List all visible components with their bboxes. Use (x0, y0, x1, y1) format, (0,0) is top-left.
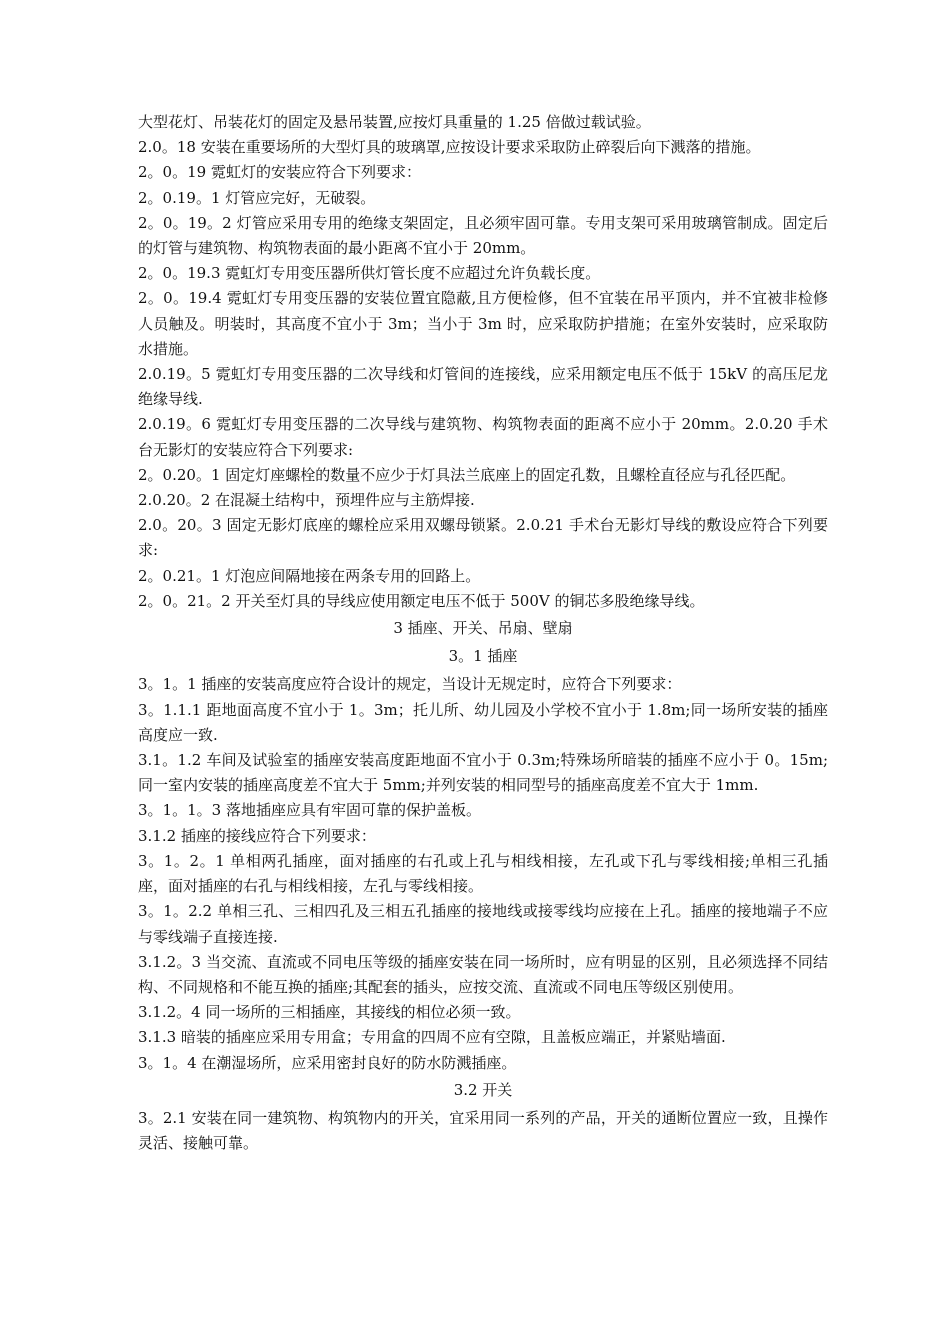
paragraph: 3。1。1 插座的安装高度应符合设计的规定，当设计无规定时，应符合下列要求： (138, 675, 682, 694)
paragraph: 2.0。18 安装在重要场所的大型灯具的玻璃罩,应按设计要求采取防止碎裂后向下溅落的措施。 (138, 138, 761, 157)
paragraph: 3.1.3 暗装的插座应采用专用盒；专用盒的四周不应有空隙，且盖板应端正，并紧贴墙面. (138, 1028, 726, 1047)
paragraph: 2。0。19.3 霓虹灯专用变压器所供灯管长度不应超过允许负载长度。 (138, 264, 601, 283)
subsection-heading: 3.2 开关 (453, 1080, 513, 1099)
paragraph: 2。0。19 霓虹灯的安装应符合下列要求： (138, 163, 421, 182)
paragraph: 2。0.19。1 灯管应完好，无破裂。 (138, 188, 376, 207)
paragraph: 2。0.20。1 固定灯座螺栓的数量不应少于灯具法兰底座上的固定孔数，且螺栓直径应与孔径匹配。 (138, 465, 796, 484)
paragraph: 2。0.21。1 灯泡应间隔地接在两条专用的回路上。 (138, 566, 481, 585)
paragraph: 大型花灯、吊装花灯的固定及悬吊装置,应按灯具重量的 1.25 倍做过载试验。 (138, 113, 651, 131)
paragraph: 2。0。19.4 霓虹灯专用变压器的安装位置宜隐蔽,且方便检修，但不宜装在吊平顶内，并不宜被非检修人员触及。明装时，其高度不宜小于 3m；当小于 3m 时，应采取防护措施；在室外安装时，应采取防水措施。 (138, 289, 828, 358)
paragraph: 2.0。20。3 固定无影灯底座的螺栓应采用双螺母锁紧。2.0.21 手术台无影灯导线的敷设应符合下列要求: (138, 516, 828, 560)
paragraph: 3。1。1。3 落地插座应具有牢固可靠的保护盖板。 (138, 801, 481, 820)
paragraph: 3。1.1.1 距地面高度不宜小于 1。3m；托儿所、幼儿园及小学校不宜小于 1.8m;同一场所安装的插座高度应一致. (138, 700, 828, 744)
paragraph: 3。1。4 在潮湿场所，应采用密封良好的防水防溅插座。 (138, 1053, 517, 1072)
document-page (138, 110, 828, 1156)
paragraph: 2.0.19。5 霓虹灯专用变压器的二次导线和灯管间的连接线，应采用额定电压不低于 15kV 的高压尼龙绝缘导线. (138, 365, 828, 409)
paragraph: 2.0.20。2 在混凝土结构中，预埋件应与主筋焊接. (138, 491, 475, 510)
section-heading: 3 插座、开关、吊扇、壁扇 (393, 619, 573, 638)
paragraph: 3。1。2。1 单相两孔插座，面对插座的右孔或上孔与相线相接，左孔或下孔与零线相接;单相三孔插座，面对插座的右孔与相线相接，左孔与零线相接。 (138, 851, 828, 896)
paragraph: 3。2.1 安装在同一建筑物、构筑物内的开关，宜采用同一系列的产品，开关的通断位置应一致，且操作灵活、接触可靠。 (138, 1108, 828, 1153)
paragraph: 3.1.2 插座的接线应符合下列要求： (138, 826, 376, 845)
paragraph: 2。0。21。2 开关至灯具的导线应使用额定电压不低于 500V 的铜芯多股绝缘导线。 (138, 591, 705, 610)
paragraph: 2.0.19。6 霓虹灯专用变压器的二次导线与建筑物、构筑物表面的距离不应小于 20mm。2.0.20 手术台无影灯的安装应符合下列要求: (138, 415, 828, 459)
paragraph: 2。0。19。2 灯管应采用专用的绝缘支架固定，且必须牢固可靠。专用支架可采用玻璃管制成。固定后的灯管与建筑物、构筑物表面的最小距离不宜小于 20mm。 (138, 213, 828, 258)
paragraph: 3.1.2。4 同一场所的三相插座，其接线的相位必须一致。 (138, 1003, 521, 1022)
paragraph: 3.1。1.2 车间及试验室的插座安装高度距地面不宜小于 0.3m;特殊场所暗装的插座不应小于 0。15m;同一室内安装的插座高度差不宜大于 5mm;并列安装的相同型号的插座高度差不宜大于 1mm. (138, 751, 828, 795)
paragraph: 3。1。2.2 单相三孔、三相四孔及三相五孔插座的接地线或接零线均应接在上孔。插座的接地端子不应与零线端子直接连接. (138, 902, 828, 946)
subsection-heading: 3。1 插座 (448, 647, 518, 666)
paragraph: 3.1.2。3 当交流、直流或不同电压等级的插座安装在同一场所时，应有明显的区别，且必须选择不同结构、不同规格和不能互换的插座;其配套的插头，应按交流、直流或不同电压等级区别使用。 (138, 952, 828, 996)
